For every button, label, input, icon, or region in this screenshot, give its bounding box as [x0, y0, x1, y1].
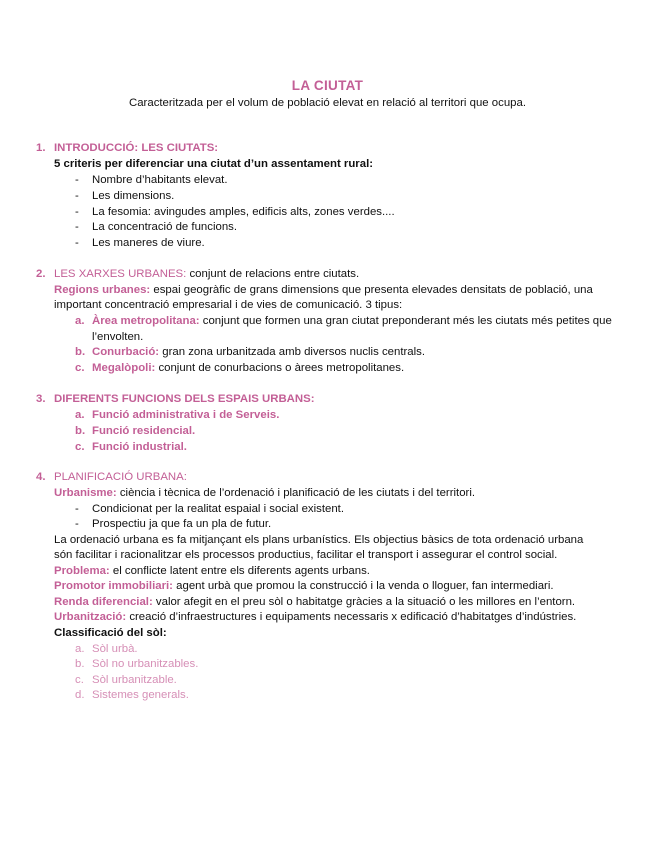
classification-item: Sistemes generals.: [92, 689, 189, 701]
function-letter: b.: [75, 425, 86, 437]
function-letter: c.: [75, 441, 85, 453]
classification-item: Sòl no urbanitzables.: [92, 658, 199, 670]
page-title: LA CIUTAT: [291, 78, 364, 93]
classification-title: Classificació del sòl:: [54, 627, 167, 639]
urbanisme-item: Condicionat per la realitat espaial i social existent.: [92, 503, 344, 515]
type-letter: a.: [75, 315, 85, 327]
definition-label: Problema:: [54, 565, 110, 577]
criteria-title: 5 criteris per diferenciar una ciutat d’un assentament rural:: [54, 158, 374, 170]
definition-label: Promotor immobiliari:: [54, 580, 173, 592]
function-item: Funció administrativa i de Serveis.: [92, 409, 280, 421]
definition-line: [54, 564, 370, 579]
urbanisme-line: [54, 486, 475, 501]
section-3-number: 3.: [36, 393, 46, 405]
paragraph-line: són facilitar i racionalitzar els processos productius, facilitar el transport i assegurar el control social.: [54, 549, 558, 561]
type-label: Megalòpoli:: [92, 362, 156, 374]
function-item: Funció residencial.: [92, 425, 196, 437]
definition-label: Renda diferencial:: [54, 596, 153, 608]
page-subtitle: Caracteritzada per el volum de població elevat en relació al territori que ocupa.: [129, 97, 526, 109]
classification-item: Sòl urbanitzable.: [92, 674, 177, 686]
type-text-continued: l’envolten.: [92, 331, 144, 343]
dash-bullet: -: [75, 503, 79, 515]
criteria-item: La concentració de funcions.: [92, 221, 238, 233]
type-text: conjunt de conurbacions o àrees metropolitanes.: [155, 362, 405, 374]
regions-label: Regions urbanes:: [54, 284, 151, 296]
definition-line: [54, 595, 575, 610]
dash-bullet: -: [75, 190, 79, 202]
dash-bullet: -: [75, 518, 79, 530]
dash-bullet: -: [75, 221, 79, 233]
criteria-item: Nombre d’habitants elevat.: [92, 174, 228, 186]
section-4-number: 4.: [36, 471, 46, 483]
type-text: conjunt que formen una gran ciutat preponderant més les ciutats més petites que: [199, 315, 612, 327]
section-2-heading-text: conjunt de relacions entre ciutats.: [186, 268, 360, 280]
type-label: Conurbació:: [92, 346, 160, 358]
dash-bullet: -: [75, 237, 79, 249]
regions-line: [54, 283, 593, 298]
type-item: [92, 361, 404, 376]
paragraph-line: La ordenació urbana es fa mitjançant els plans urbanístics. Els objectius bàsics de tota ordenació urbana: [54, 534, 584, 546]
definition-line: [54, 579, 554, 594]
type-label: Àrea metropolitana:: [92, 315, 200, 327]
definition-text: agent urbà que promou la construcció i la venda o lloguer, fan intermediari.: [172, 580, 554, 592]
section-1-heading: INTRODUCCIÓ: LES CIUTATS:: [54, 142, 219, 154]
dash-bullet: -: [75, 206, 79, 218]
criteria-item: La fesomia: avingudes amples, edificis alts, zones verdes....: [92, 206, 395, 218]
section-4-heading: PLANIFICACIÓ URBANA:: [54, 471, 187, 483]
definition-text: el conflicte latent entre els diferents agents urbans.: [109, 565, 370, 577]
classification-item: Sòl urbà.: [92, 643, 138, 655]
classification-letter: c.: [75, 674, 84, 686]
type-letter: c.: [75, 362, 85, 374]
classification-letter: d.: [75, 689, 85, 701]
section-2-heading-line: [54, 267, 359, 282]
section-2-number: 2.: [36, 268, 46, 280]
section-3-heading: DIFERENTS FUNCIONS DELS ESPAIS URBANS:: [54, 393, 315, 405]
classification-letter: b.: [75, 658, 85, 670]
urbanisme-text: ciència i tècnica de l’ordenació i planificació de les ciutats i del territori.: [116, 487, 476, 499]
type-item: [92, 345, 425, 360]
dash-bullet: -: [75, 174, 79, 186]
type-item: [92, 314, 612, 329]
function-item: Funció industrial.: [92, 441, 187, 453]
criteria-item: Les maneres de viure.: [92, 237, 205, 249]
definition-text: creació d’infraestructures i equipaments necessaris x edificació d’habitatges d’indústries.: [126, 611, 577, 623]
type-letter: b.: [75, 346, 86, 358]
classification-letter: a.: [75, 643, 85, 655]
definition-text: valor afegit en el preu sòl o habitatge gràcies a la situació o les millores en l’entorn.: [152, 596, 576, 608]
regions-text-continued: important concentració empresarial i de vies de comunicació. 3 tipus:: [54, 299, 403, 311]
type-text: gran zona urbanitzada amb diversos nuclis centrals.: [159, 346, 426, 358]
criteria-item: Les dimensions.: [92, 190, 175, 202]
urbanisme-item: Prospectiu ja que fa un pla de futur.: [92, 518, 272, 530]
regions-text: espai geogràfic de grans dimensions que presenta elevades densitats de població, una: [150, 284, 593, 296]
urbanisme-label: Urbanisme:: [54, 487, 117, 499]
section-2-heading: LES XARXES URBANES:: [54, 268, 187, 280]
definition-label: Urbanització:: [54, 611, 127, 623]
function-letter: a.: [75, 409, 85, 421]
section-1-number: 1.: [36, 142, 46, 154]
definition-line: [54, 610, 576, 625]
